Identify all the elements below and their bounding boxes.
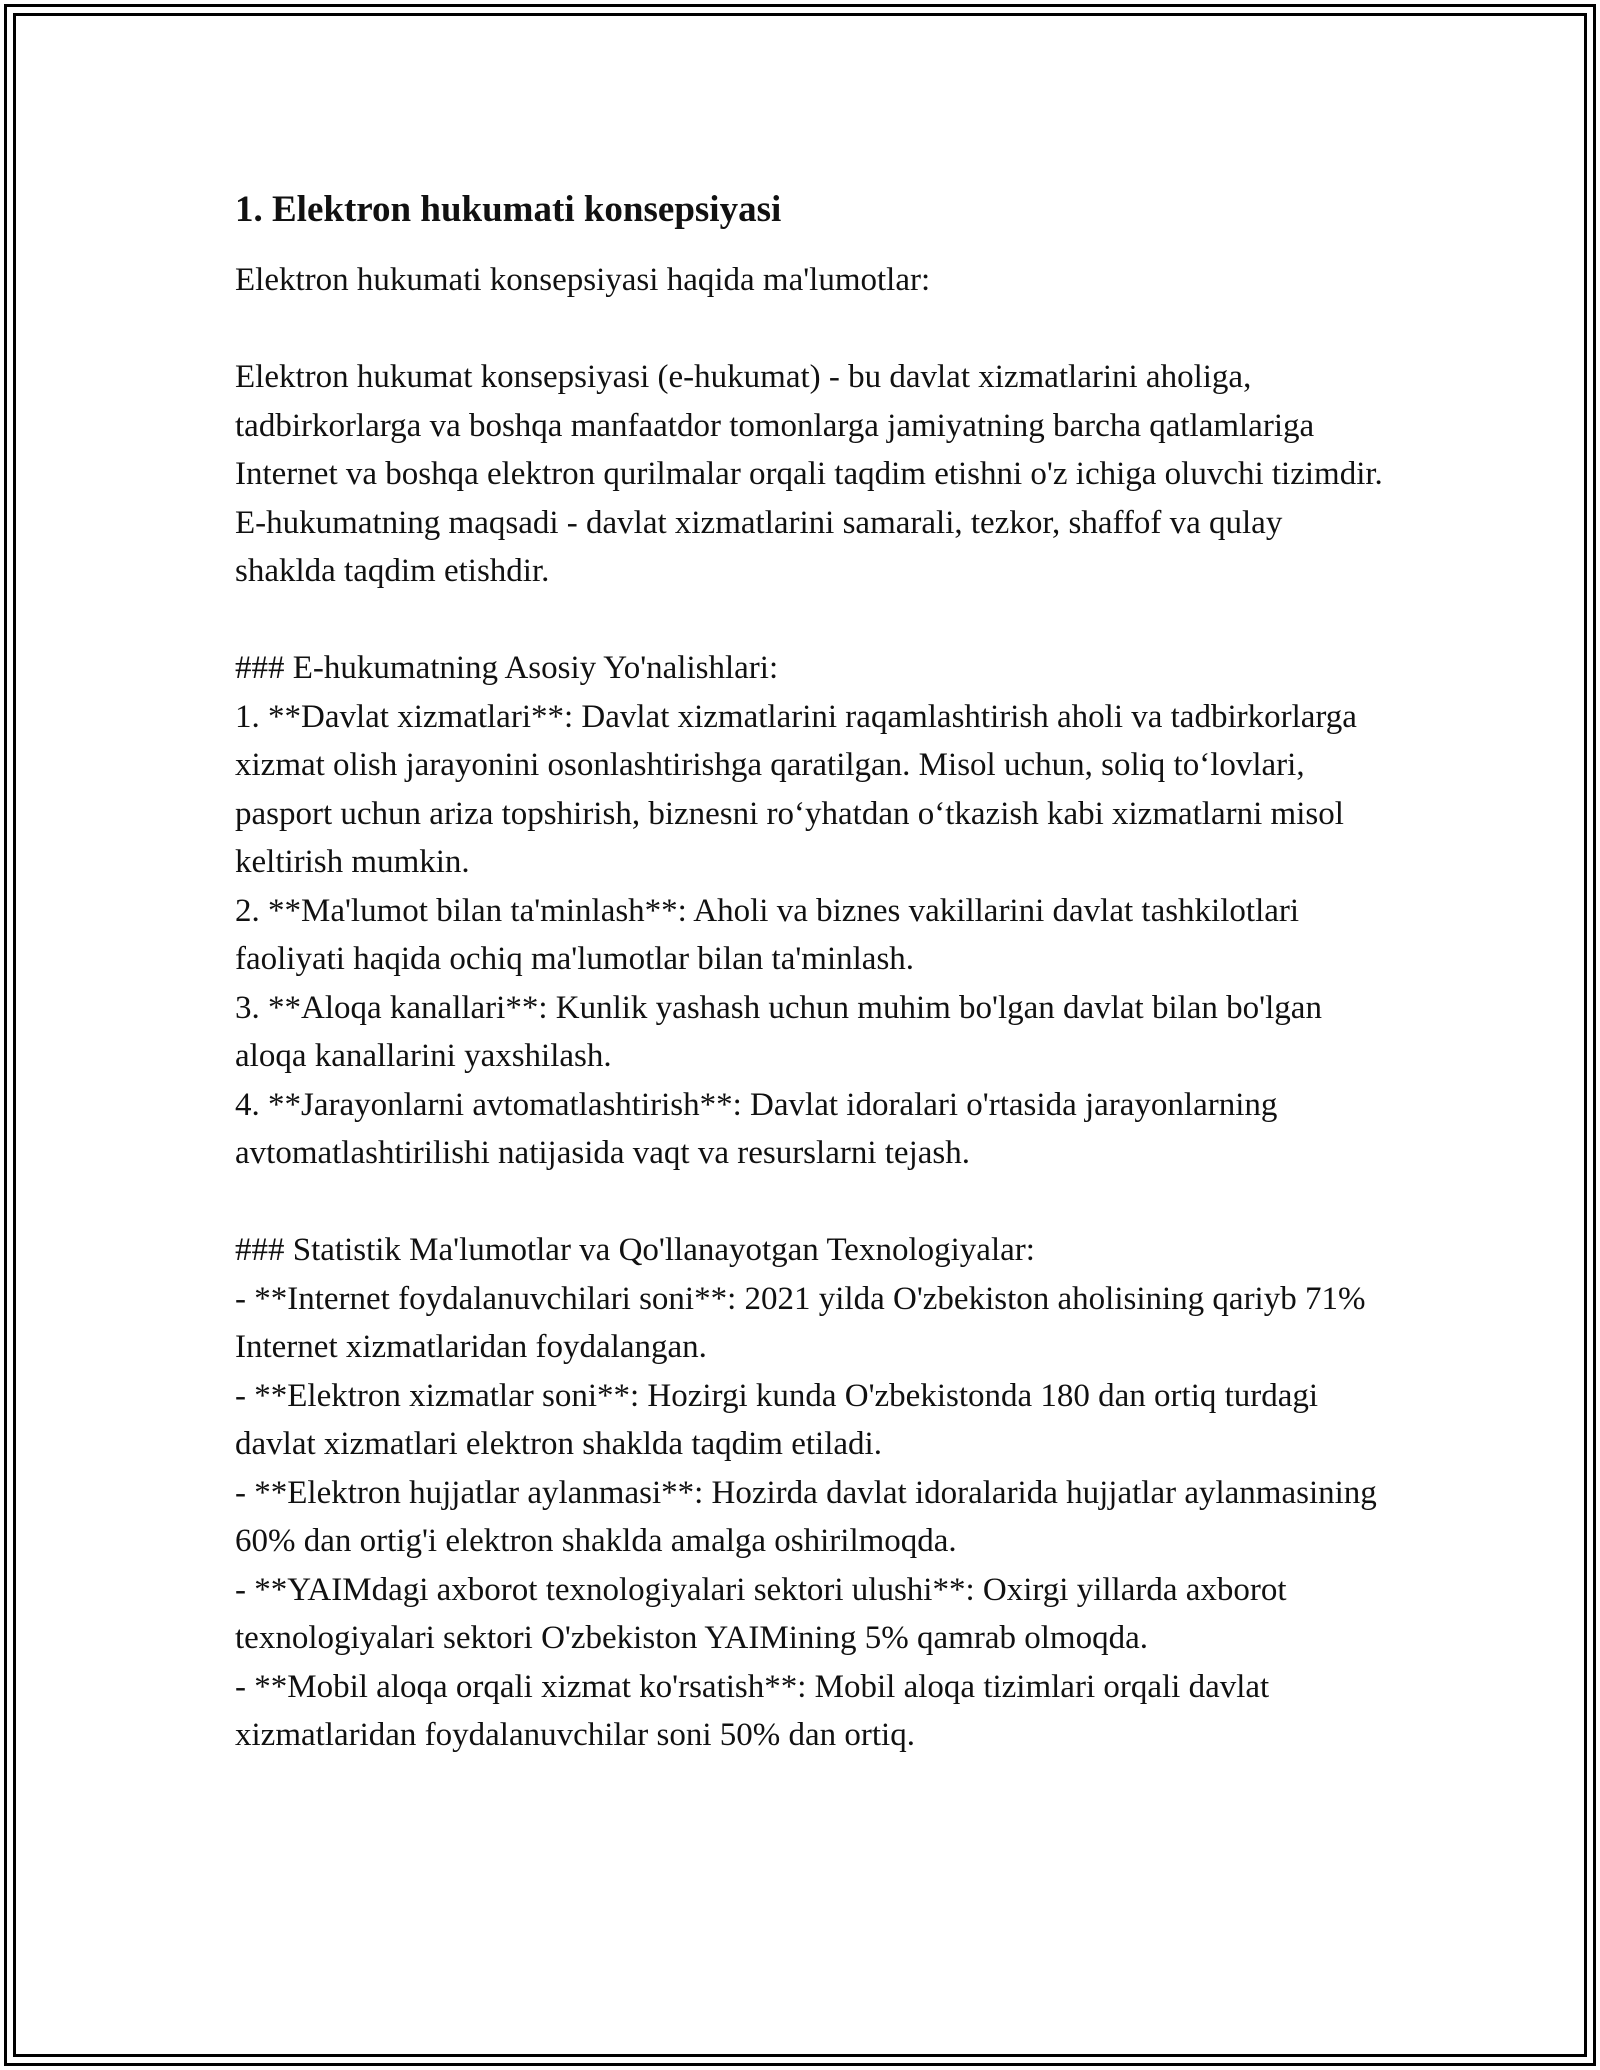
direction-item: 1. **Davlat xizmatlari**: Davlat xizmatlarini raqamlashtirish aholi va tadbirkorlarga xizmat olish jarayonini osonlashtirishga qaratilgan. Misol uchun, soliq to‘lovlari, pasport uchun ariza topshirish, biznesni ro‘yhatdan o‘tkazish kabi xizmatlarni misol keltirish mumkin. [235,698,1357,880]
document-body [235,186,1385,1760]
statistics-section [235,1226,1385,1760]
definition-paragraph: Elektron hukumat konsepsiyasi (e-hukumat) - bu davlat xizmatlarini aholiga, tadbirkorlarga va boshqa manfaatdor tomonlarga jamiyatning barcha qatlamlariga Internet va boshqa elektron qurilmalar orqali taqdim etishni o'z ichiga oluvchi tizimdir. E-hukumatning maqsadi - davlat xizmatlarini samarali, tezkor, shaffof va qulay shaklda taqdim etishdir. [235,359,1383,589]
statistics-item: - **Elektron xizmatlar soni**: Hozirgi kunda O'zbekistonda 180 dan ortiq turdagi davlat xizmatlari elektron shaklda taqdim etiladi. [235,1377,1319,1462]
paragraph-spacer [235,305,1385,354]
direction-item: 4. **Jarayonlarni avtomatlashtirish**: Davlat idoralari o'rtasida jarayonlarning avtomatlashtirilishi natijasida vaqt va resurslarni tejash. [235,1086,1278,1171]
directions-heading: ### E-hukumatning Asosiy Yo'nalishlari: [235,650,779,686]
intro-paragraph: Elektron hukumati konsepsiyasi haqida ma'lumotlar: [235,262,931,298]
statistics-item: - **Internet foydalanuvchilari soni**: 2021 yilda O'zbekiston aholisining qariyb 71% Internet xizmatlaridan foydalangan. [235,1280,1366,1365]
statistics-item: - **Mobil aloqa orqali xizmat ko'rsatish**: Mobil aloqa tizimlari orqali davlat xizmatlaridan foydalanuvchilar soni 50% dan ortiq. [235,1668,1270,1753]
statistics-item: - **YAIMdagi axborot texnologiyalari sektori ulushi**: Oxirgi yillarda axborot texnologiyalari sektori O'zbekiston YAIMining 5% qamrab olmoqda. [235,1571,1287,1656]
direction-item: 2. **Ma'lumot bilan ta'minlash**: Aholi va biznes vakillarini davlat tashkilotlari faoliyati haqida ochiq ma'lumotlar bilan ta'minlash. [235,892,1300,977]
directions-section [235,644,1385,1178]
paragraph-spacer [235,1178,1385,1227]
paragraph-spacer [235,596,1385,645]
statistics-item: - **Elektron hujjatlar aylanmasi**: Hozirda davlat idoralarida hujjatlar aylanmasining 60% dan ortig'i elektron shaklda amalga oshirilmoqda. [235,1474,1377,1559]
statistics-heading: ### Statistik Ma'lumotlar va Qo'llanayotgan Texnologiyalar: [235,1232,1035,1268]
document-title: 1. Elektron hukumati konsepsiyasi [235,189,782,230]
direction-item: 3. **Aloqa kanallari**: Kunlik yashash uchun muhim bo'lgan davlat bilan bo'lgan aloqa kanallarini yaxshilash. [235,989,1322,1074]
